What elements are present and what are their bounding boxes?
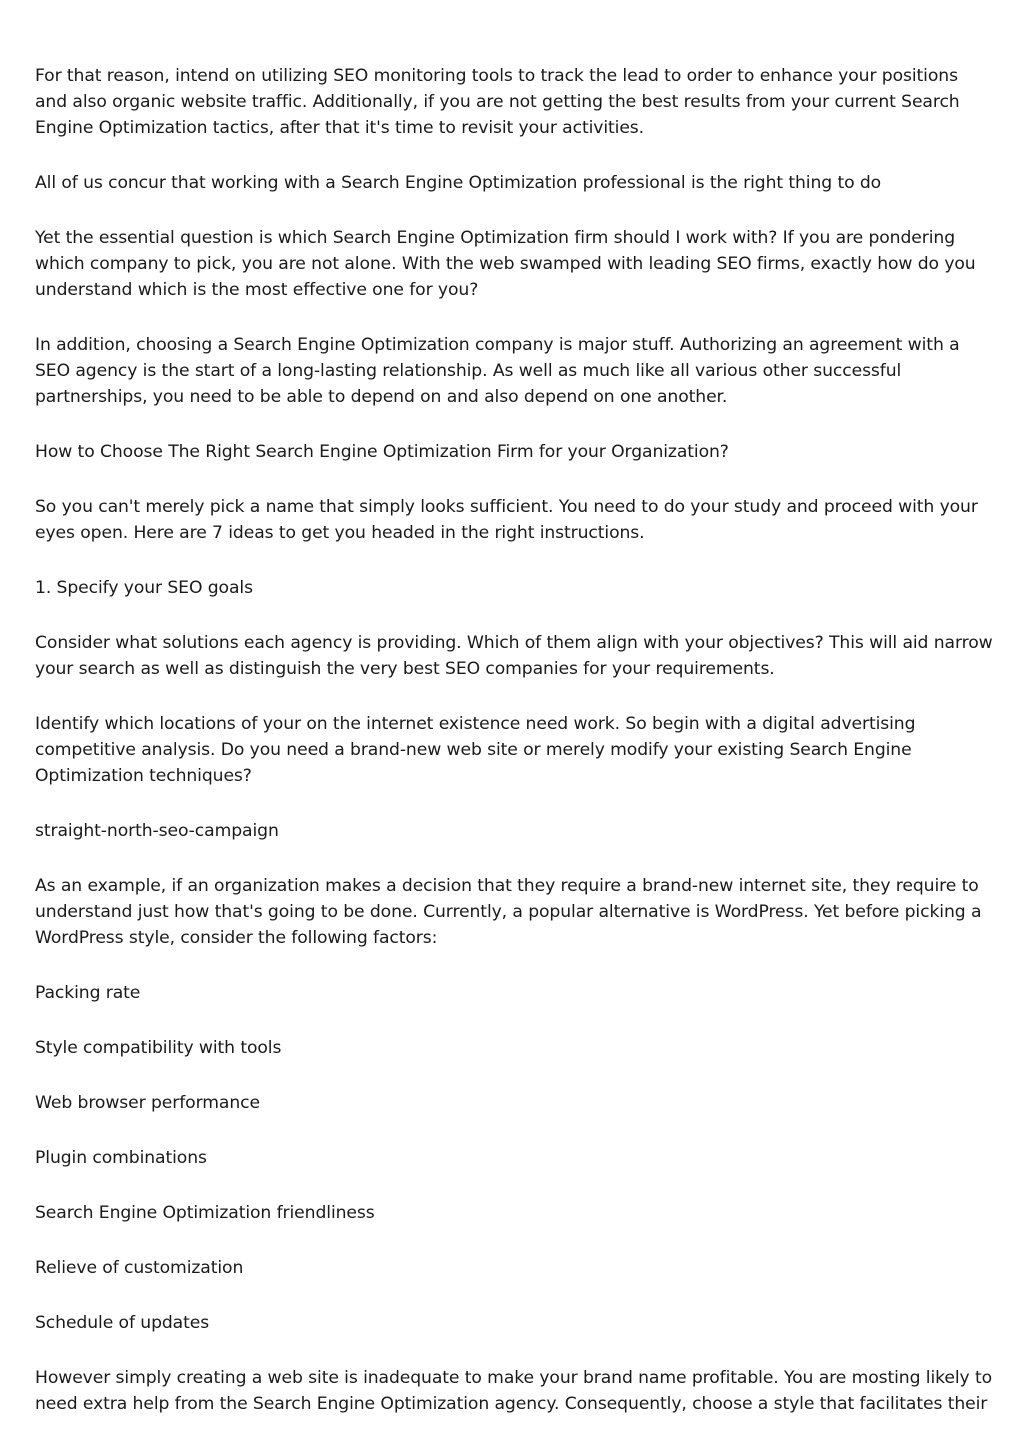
- list-item-factor: Style compatibility with tools: [35, 1038, 282, 1058]
- paragraph-seo-monitoring: For that reason, intend on utilizing SEO monitoring tools to track the lead to order to enhance your positions and also organic website traffic. Additionally, if you are not getting the best results from your current Search Engine Optimization tactics, after that it's time to revisit your activities.: [35, 66, 960, 138]
- list-item-factor: Web browser performance: [35, 1093, 260, 1113]
- paragraph-web-site-inadequate: However simply creating a web site is inadequate to make your brand name profitable. You are mosting likely to need extra help from the Search Engine Optimization agency. Consequently, choose a style that facilitates their: [35, 1368, 992, 1414]
- section-heading-choose-firm: How to Choose The Right Search Engine Optimization Firm for your Organization?: [35, 442, 729, 462]
- step-heading-specify-goals: 1. Specify your SEO goals: [35, 578, 253, 598]
- paragraph-consider-solutions: Consider what solutions each agency is providing. Which of them align with your objectives? This will aid narrow your search as well as distinguish the very best SEO companies for your requirements.: [35, 633, 993, 679]
- paragraph-identify-locations: Identify which locations of your on the internet existence need work. So begin with a digital advertising competitive analysis. Do you need a brand-new web site or merely modify your existing Search Engine Optimization techniques?: [35, 714, 916, 786]
- list-item-factor: Packing rate: [35, 983, 141, 1003]
- list-item-factor: Relieve of customization: [35, 1258, 244, 1278]
- list-item-factor: Search Engine Optimization friendliness: [35, 1203, 375, 1223]
- list-item-factor: Plugin combinations: [35, 1148, 207, 1168]
- image-caption-campaign: straight-north-seo-campaign: [35, 821, 279, 841]
- document-body: [35, 63, 995, 1446]
- paragraph-seo-professional: All of us concur that working with a Search Engine Optimization professional is the right thing to do: [35, 173, 882, 193]
- paragraph-wordpress-example: As an example, if an organization makes a decision that they require a brand-new internet site, they require to understand just how that's going to be done. Currently, a popular alternative is WordPress. Yet before picking a WordPress style, consider the following factors:: [35, 876, 982, 948]
- paragraph-do-study: So you can't merely pick a name that simply looks sufficient. You need to do your study and proceed with your eyes open. Here are 7 ideas to get you headed in the right instructions.: [35, 497, 978, 543]
- paragraph-which-firm: Yet the essential question is which Search Engine Optimization firm should I work with? If you are pondering which company to pick, you are not alone. With the web swamped with leading SEO firms, exactly how do you understand which is the most effective one for you?: [35, 228, 976, 300]
- list-item-factor: Schedule of updates: [35, 1313, 210, 1333]
- paragraph-major-stuff: In addition, choosing a Search Engine Optimization company is major stuff. Authorizing an agreement with a SEO agency is the start of a long-lasting relationship. As well as much like all various other successful partnerships, you need to be able to depend on and also depend on one another.: [35, 335, 960, 407]
